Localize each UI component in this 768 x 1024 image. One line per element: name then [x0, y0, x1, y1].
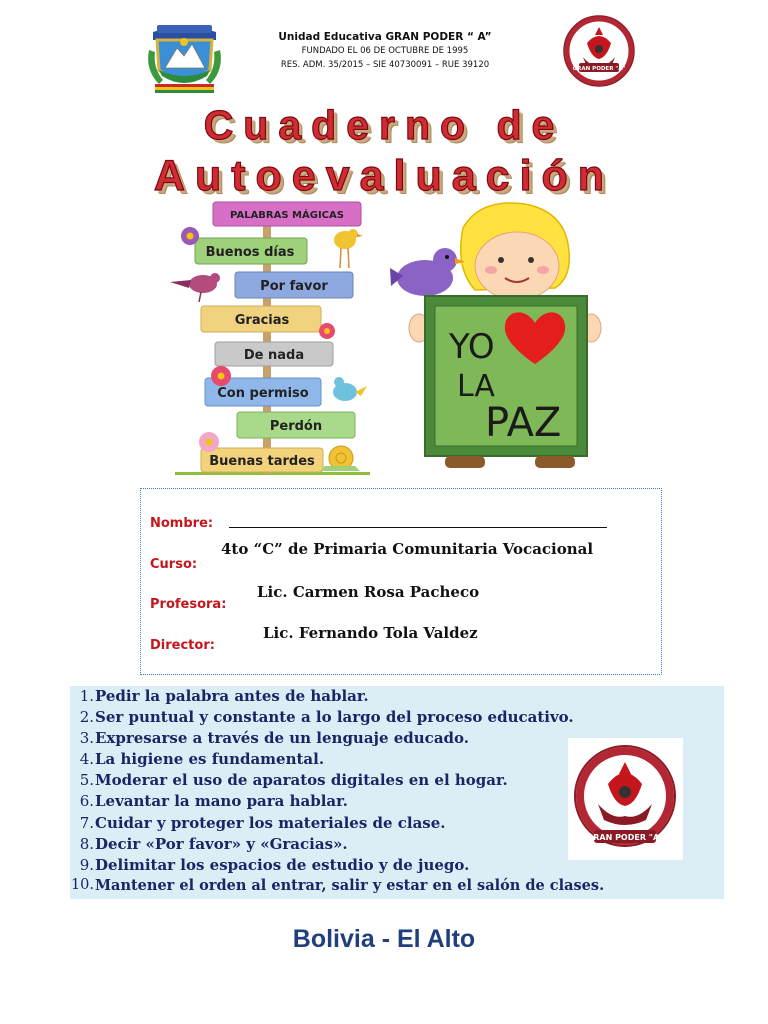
el-alto-coat-of-arms-logo	[147, 20, 222, 95]
sign-word: PALABRAS MÁGICAS	[230, 210, 344, 221]
title-line-1: Cuaderno de	[203, 102, 565, 148]
title-line-2: Autoevaluación	[153, 152, 615, 200]
poster-word-la: LA	[457, 369, 495, 404]
school-seal-logo	[568, 738, 683, 860]
purple-bird-icon	[390, 248, 465, 296]
nombre-label: Nombre:	[150, 516, 214, 531]
school-seal-logo	[563, 15, 635, 87]
sign-word: Con permiso	[217, 386, 309, 401]
profesora-value: Lic. Carmen Rosa Pacheco	[257, 583, 480, 601]
school-header	[230, 30, 540, 72]
sign-word: Gracias	[234, 313, 290, 328]
sign-word: De nada	[243, 348, 305, 363]
decorative-bird-icon	[334, 229, 363, 268]
footer-location: Bolivia - El Alto	[292, 925, 476, 953]
profesora-label: Profesora:	[150, 597, 227, 612]
seal-banner-text: GRAN PODER "A"	[586, 833, 664, 842]
sign-word: Por favor	[260, 279, 328, 294]
decorative-bird-icon	[170, 273, 220, 302]
director-value: Lic. Fernando Tola Valdez	[263, 624, 478, 642]
poster-word-yo: YO	[449, 327, 495, 367]
rules-list: 1. Pedir la palabra antes de hablar. 2. Ser puntual y constante a lo largo del proceso educativo. 3. Expresarse a través de un lenguaje educado. 4. La higiene es fundamental. 5. Moderar el uso de aparatos digitales en el hogar. 6. Levantar la mano para hablar. 7. Cuidar y proteger los materiales de clase. 8. Decir «Por favor» y «Gracias». 9. Delimitar los espacios de estudio y de juego. 10. Mantener el orden al entrar, salir y estar en el salón de clases.	[70, 686, 724, 899]
student-info-form	[140, 488, 662, 675]
sign-word: Buenas tardes	[209, 454, 315, 469]
curso-value: 4to “C” de Primaria Comunitaria Vocacional	[221, 540, 594, 558]
magic-words-signpost	[165, 196, 375, 478]
snail-icon	[320, 446, 360, 471]
sign-word: Perdón	[269, 419, 323, 434]
decorative-bird-icon	[333, 377, 367, 401]
child-holding-peace-sign-illustration	[385, 198, 605, 473]
sign-word: Buenos días	[205, 245, 295, 260]
resolution-codes: RES. ADM. 35/2015 – SIE 40730091 – RUE 39120	[280, 60, 490, 70]
school-seal-large	[568, 738, 683, 860]
school-name: Unidad Educativa GRAN PODER “ A”	[278, 31, 492, 43]
nombre-line[interactable]	[229, 527, 607, 528]
founded-date: FUNDADO EL 06 DE OCTUBRE DE 1995	[301, 46, 469, 56]
director-label: Director:	[150, 638, 215, 653]
seal-banner-text: GRAN PODER "A"	[572, 66, 626, 72]
curso-label: Curso:	[150, 557, 198, 572]
poster-word-paz: PAZ	[485, 400, 562, 446]
